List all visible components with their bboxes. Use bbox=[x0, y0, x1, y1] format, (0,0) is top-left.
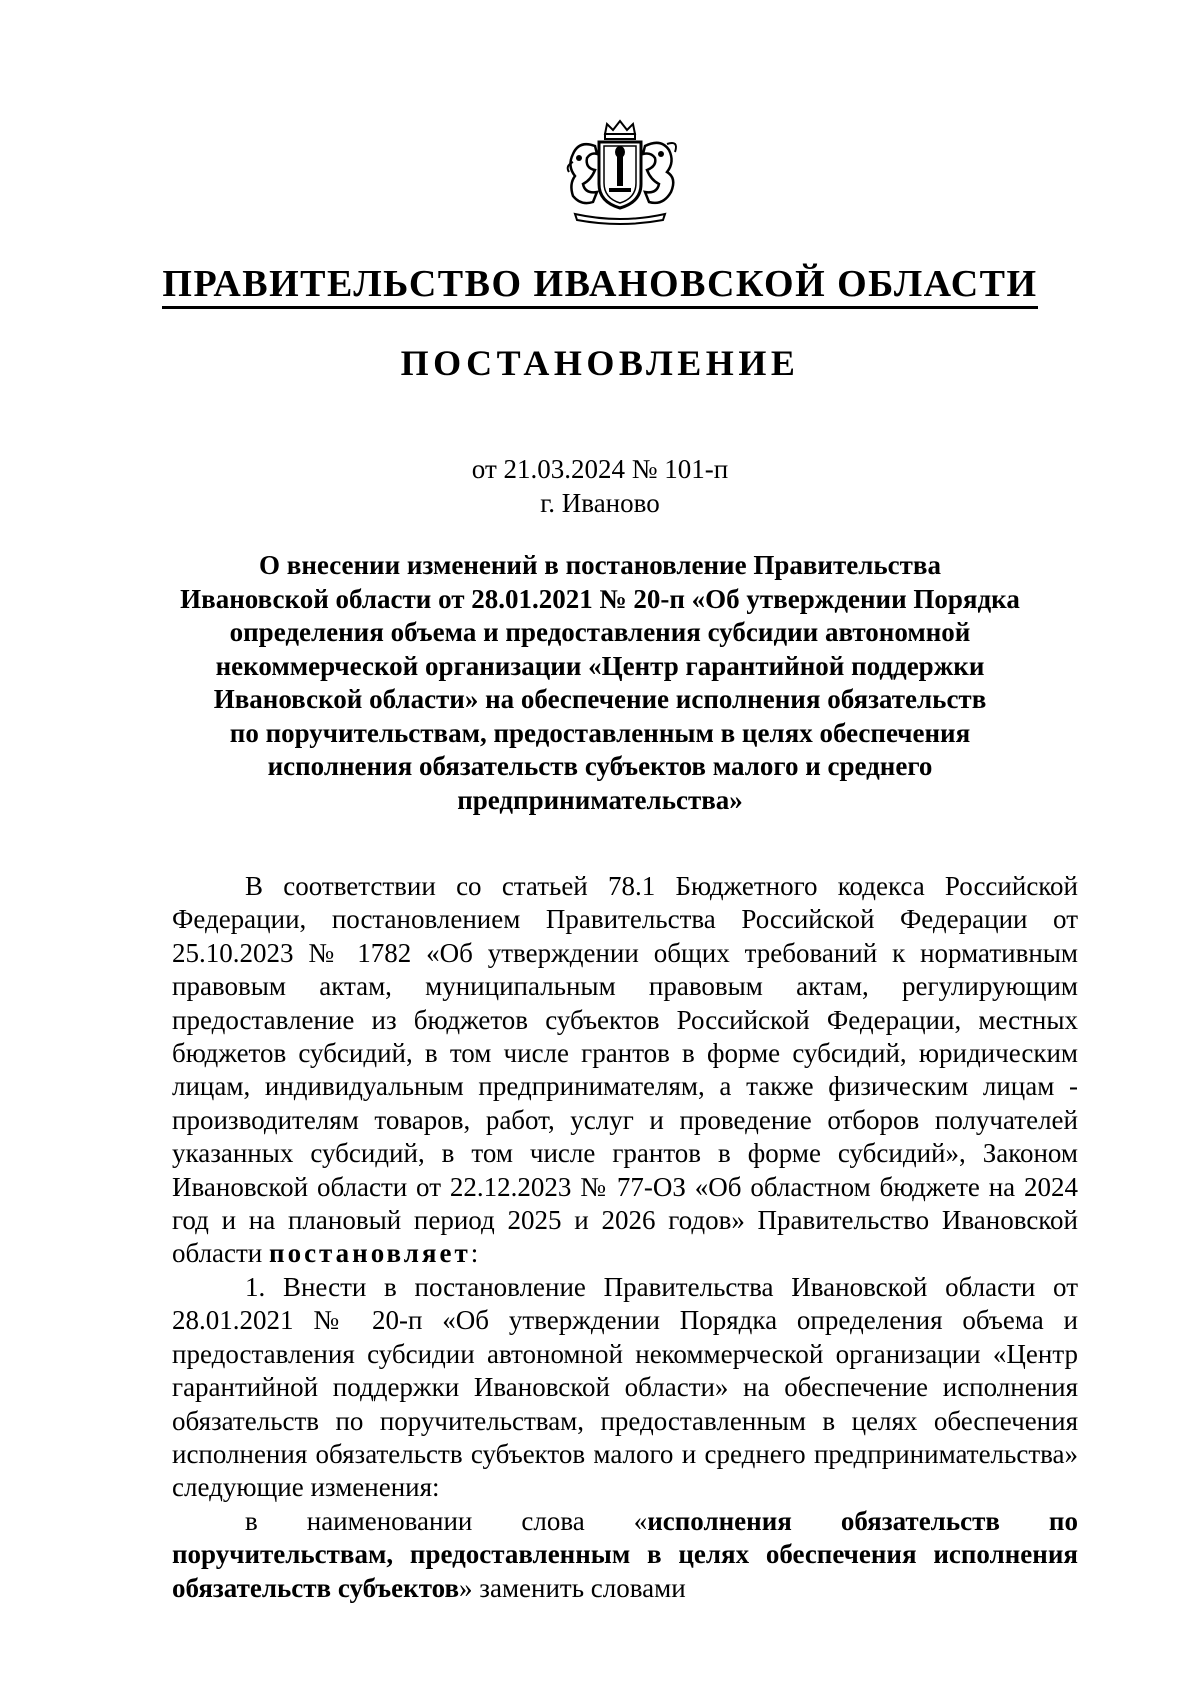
item-1-paragraph: 1. Внести в постановление Правительства Ивановской области от 28.01.2021 № 20-п «Об утверждении Порядка определения объема и предоставления субсидии автономной некоммерческой организации «Центр гарантийной поддержки Ивановской области» на обеспечение исполнения обязательств по поручительствам, предоставленным в целях обеспечения исполнения обязательств субъектов малого и среднего предпринимательства» следующие изменения: bbox=[172, 1271, 1078, 1503]
preamble-text: В соответствии со статьей 78.1 Бюджетного кодекса Российской Федерации, постановлением Правительства Российской Федерации от 25.10.2023 № 1782 «Об утверждении общих требований к нормативным правовым актам, муниципальным правовым актам, регулирующим предоставление из бюджетов субъектов Российской Федерации, местных бюджетов субсидий, в том числе грантов в форме субсидий, юридическим лицам, индивидуальным предпринимателям, а также физическим лицам - производителям товаров, работ, услуг и проведение отборов получателей указанных субсидий, в том числе грантов в форме субсидий», Законом Ивановской области от 22.12.2023 № 77-ОЗ «Об областном бюджете на 2024 год и на плановый период 2025 и 2026 годов» Правительство Ивановской области bbox=[172, 871, 1078, 1269]
heading-line: О внесении изменений в постановление Правительства bbox=[259, 550, 941, 580]
change-prefix: в наименовании слова « bbox=[245, 1505, 648, 1536]
coat-of-arms-icon bbox=[555, 118, 685, 228]
decides-word: постановляет bbox=[269, 1238, 471, 1269]
heading-line: Ивановской области» на обеспечение исполнения обязательств bbox=[213, 684, 987, 714]
change-quoted-words: исполнения обязательств по поручительствам, предоставленным в целях обеспечения исполнения обязательств субъектов bbox=[172, 1505, 1078, 1603]
change-suffix: » заменить словами bbox=[459, 1572, 686, 1603]
government-title: ПРАВИТЕЛЬСТВО ИВАНОВСКОЙ ОБЛАСТИ bbox=[0, 262, 1200, 306]
document-heading bbox=[150, 549, 1050, 817]
heading-line: по поручительствам, предоставленным в целях обеспечения bbox=[229, 717, 971, 748]
document-date-number: от 21.03.2024 № 101-п bbox=[471, 454, 729, 484]
document-body bbox=[172, 870, 1078, 1605]
heading-line: предпринимательства» bbox=[457, 784, 743, 815]
decides-colon: : bbox=[470, 1238, 479, 1269]
change-paragraph bbox=[172, 1505, 1078, 1605]
heading-line: определения объема и предоставления субсидии автономной bbox=[229, 617, 971, 647]
heading-line: некоммерческой организации «Центр гарантийной поддержки bbox=[215, 650, 985, 681]
heading-line: исполнения обязательств субъектов малого и среднего bbox=[267, 751, 933, 781]
preamble-paragraph bbox=[172, 870, 1078, 1271]
document-city: г. Иваново bbox=[540, 488, 660, 518]
heading-line: Ивановской области от 28.01.2021 № 20-п «Об утверждении Порядка bbox=[180, 583, 1020, 614]
document-type: ПОСТАНОВЛЕНИЕ bbox=[400, 343, 800, 383]
